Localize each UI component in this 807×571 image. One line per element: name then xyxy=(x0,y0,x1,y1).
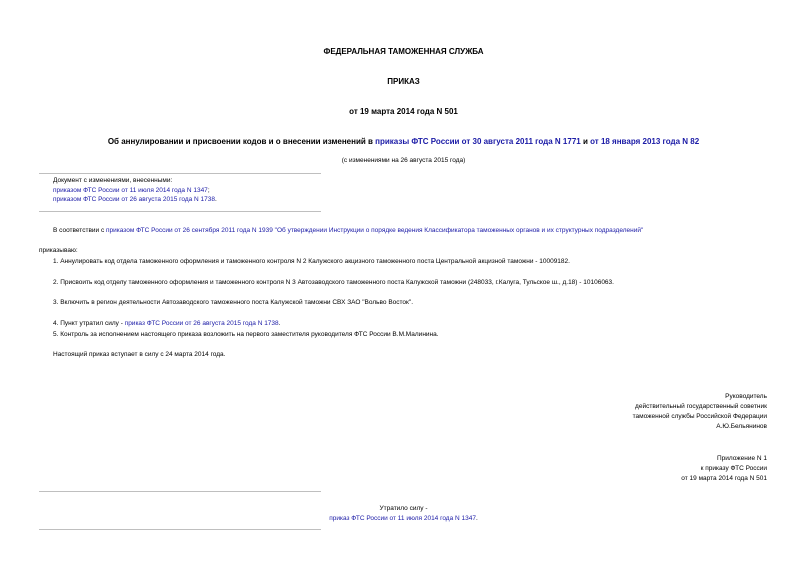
appendix-date: от 19 марта 2014 года N 501 xyxy=(681,475,767,482)
item-4-prefix: 4. Пункт утратил силу - xyxy=(53,320,125,327)
order-word: приказываю: xyxy=(39,247,78,254)
signature-position: Руководитель xyxy=(725,393,767,400)
repealed-note xyxy=(0,515,807,522)
title-link-order-82[interactable]: от 18 января 2013 года N 82 xyxy=(590,137,700,146)
title-prefix: Об аннулировании и присвоении кодов и о внесении изменений в xyxy=(107,137,376,146)
title-middle: и xyxy=(580,137,591,146)
order-item-2: 2. Присвоить код отделу таможенного оформления и таможенного контроля N 3 Автозаводского таможенного поста Калужской таможни (248033, г.Калуга, Тульское ш., д.18) - 10106063. xyxy=(53,279,614,286)
order-item-5: 5. Контроль за исполнением настоящего приказа возложить на первого заместителя руководителя ФТС России В.М.Малинина. xyxy=(53,331,439,338)
preamble-prefix: В соответствии с xyxy=(53,227,107,234)
order-item-3: 3. Включить в регион деятельности Автозаводского таможенного поста Калужской таможни СВХ ЗАО "Вольво Восток". xyxy=(53,299,414,306)
document-type: ПРИКАЗ xyxy=(387,77,420,86)
separator: . xyxy=(215,196,217,203)
divider xyxy=(39,491,321,492)
item-4-link-order-1738[interactable]: приказ ФТС России от 26 августа 2015 года N 1738 xyxy=(124,320,279,327)
amended-note: (с изменениями на 26 августа 2015 года) xyxy=(341,157,466,164)
changes-item-2 xyxy=(53,196,217,203)
repealed-heading: Утратило силу - xyxy=(379,505,428,512)
appendix-number: Приложение N 1 xyxy=(716,455,767,462)
divider xyxy=(39,529,321,530)
item-4-suffix: . xyxy=(278,320,281,327)
signature-name: А.Ю.Бельянинов xyxy=(716,423,767,430)
changes-heading: Документ с изменениями, внесенными: xyxy=(53,177,173,184)
title-link-order-1771[interactable]: приказы ФТС России от 30 августа 2011 года N 1771 xyxy=(375,137,581,146)
divider xyxy=(39,173,321,174)
repealed-link-order-1347[interactable]: приказ ФТС России от 11 июля 2014 года N 1347 xyxy=(329,515,476,522)
order-item-1: 1. Аннулировать код отдела таможенного оформления и таможенного контроля N 2 Калужского акцизного таможенного поста Центральной акцизной таможни - 10009182. xyxy=(53,258,570,265)
document-title xyxy=(0,137,807,146)
preamble xyxy=(53,227,643,234)
changes-link-order-1738[interactable]: приказом ФТС России от 26 августа 2015 года N 1738 xyxy=(53,196,215,203)
repealed-suffix: . xyxy=(475,515,478,522)
divider xyxy=(39,211,321,212)
effective-date: Настоящий приказ вступает в силу с 24 марта 2014 года. xyxy=(53,351,226,358)
document-date-number: от 19 марта 2014 года N 501 xyxy=(349,107,458,116)
signature-service: таможенной службы Российской Федерации xyxy=(632,413,767,420)
order-item-4 xyxy=(53,320,280,327)
separator: ; xyxy=(207,187,210,194)
changes-item-1 xyxy=(53,187,210,194)
preamble-link-order-1939[interactable]: приказом ФТС России от 26 сентября 2011 года N 1939 "Об утверждении Инструкции о порядке ведения Классификатора таможенных органов и их структурных подразделений" xyxy=(106,227,644,234)
changes-link-order-1347[interactable]: приказом ФТС России от 11 июля 2014 года N 1347 xyxy=(53,187,208,194)
signature-rank: действительный государственный советник xyxy=(635,403,767,410)
appendix-reference: к приказу ФТС России xyxy=(700,465,767,472)
agency-name: ФЕДЕРАЛЬНАЯ ТАМОЖЕННАЯ СЛУЖБА xyxy=(323,47,484,56)
